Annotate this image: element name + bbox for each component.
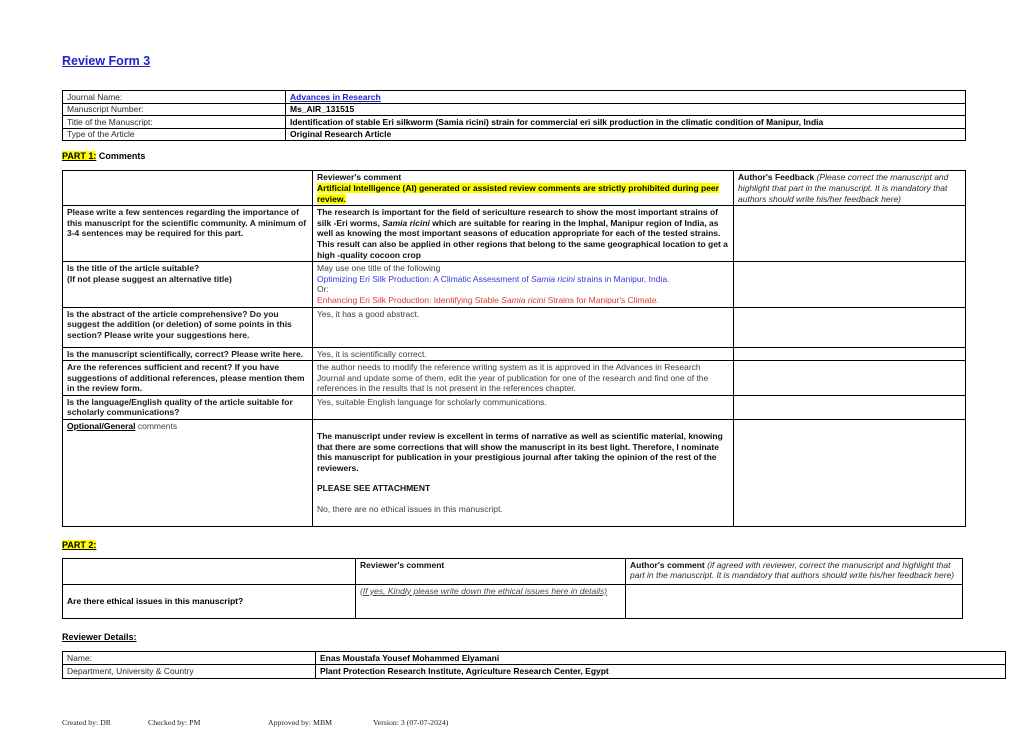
table-row xyxy=(63,307,966,347)
journal-name-label: Journal Name: xyxy=(63,91,286,104)
table-row xyxy=(63,103,966,116)
title-option-red xyxy=(317,295,729,306)
created-by: Created by: DR xyxy=(62,717,111,727)
ethical-issues-hint: (If yes, Kindly please write down the ethical issues here in details) xyxy=(360,585,608,596)
reviewer-details-table xyxy=(62,651,1006,679)
title-option-blue xyxy=(317,274,729,285)
ethical-issues-answer-cell xyxy=(356,584,626,618)
table-row xyxy=(63,262,966,307)
importance-answer xyxy=(313,206,734,262)
table-row xyxy=(63,361,966,396)
species-name: Samia ricini xyxy=(382,217,430,228)
title-question-line2: (If not please suggest an alternative title) xyxy=(67,273,232,284)
title-answer-intro: May use one title of the following xyxy=(317,263,441,274)
article-type-value: Original Research Article xyxy=(286,128,966,141)
optional-comments-question xyxy=(63,420,313,527)
page-title: Review Form 3 xyxy=(62,54,151,68)
table-row xyxy=(63,558,963,584)
general-comment-paragraph: The manuscript under review is excellent in terms of narrative as well as scientific material, knowing that there are some corrections that will show the manuscript in its best light. Therefore, I nominate this manuscript for publication in your prestigious journal after taking the opinion of the rest of the reviewers. xyxy=(317,431,723,473)
language-question: Is the language/English quality of the article suitable for scholarly communications? xyxy=(63,395,313,419)
reviewer-affiliation-value: Plant Protection Research Institute, Agriculture Research Center, Egypt xyxy=(316,665,1006,679)
table-row xyxy=(63,651,1006,665)
abstract-answer: Yes, it has a good abstract. xyxy=(313,307,734,347)
table-row xyxy=(63,116,966,129)
part2-ethics-table xyxy=(62,558,963,619)
table-row xyxy=(63,206,966,262)
title-option1-text: strains in Manipur, India. xyxy=(574,273,670,284)
journal-name-link[interactable]: Advances in Research xyxy=(290,91,381,102)
species-name: Samia ricini xyxy=(531,273,575,284)
or-label: Or: xyxy=(317,284,329,295)
table-row xyxy=(63,171,966,206)
author-feedback-note: (Please correct the manuscript and highlight that part in the manuscript. It is mandatory that authors should write his/her feedback here) xyxy=(738,172,949,204)
part1-comments-table xyxy=(62,170,966,526)
author-feedback-cell xyxy=(734,361,966,396)
scientific-question: Is the manuscript scientifically, correct? Please write here. xyxy=(63,347,313,361)
importance-answer-text: The research is important for the field of sericulture research to show the most important strains of silk -Eri worms, xyxy=(317,207,718,228)
importance-question: Please write a few sentences regarding the importance of this manuscript for the scientific community. A minimum of 3-4 sentences may be required for this part. xyxy=(63,206,313,262)
reviewer-details-heading: Reviewer Details: xyxy=(62,631,137,642)
title-question-line1: Is the title of the article suitable? xyxy=(67,263,200,274)
reviewer-comment-header-cell xyxy=(313,171,734,206)
abstract-question: Is the abstract of the article comprehensive? Do you suggest the addition (or deletion) of some points in this section? Please write your suggestions here. xyxy=(63,307,313,347)
table-row xyxy=(63,395,966,419)
article-type-label: Type of the Article xyxy=(63,128,286,141)
part1-label-suffix: Comments xyxy=(98,151,146,162)
table-row xyxy=(63,584,963,618)
title-suitable-answer xyxy=(313,262,734,307)
author-feedback-cell xyxy=(734,395,966,419)
reviewer-name-label: Name: xyxy=(63,651,316,665)
see-attachment-note: PLEASE SEE ATTACHMENT xyxy=(317,483,431,494)
importance-answer-text: which are suitable for rearing in the Imphal, Manipur region of India, as well as knowing the most important seasons of education appropriate for each of the tested strains. This result can also be applied in other regions that belong to the same geographical location to get a high -quality cocoon crop xyxy=(317,217,728,260)
references-question: Are the references sufficient and recent? If you have suggestions of additional references, please mention them in the review form. xyxy=(63,361,313,396)
empty-header-cell xyxy=(63,558,356,584)
author-comment-header: Author's comment xyxy=(630,559,705,570)
manuscript-number-label: Manuscript Number: xyxy=(63,103,286,116)
manuscript-title-label: Title of the Manuscript: xyxy=(63,116,286,129)
title-suitable-question xyxy=(63,262,313,307)
author-feedback-cell xyxy=(734,307,966,347)
part2-heading xyxy=(62,540,1024,550)
optional-comments-answer xyxy=(313,420,734,527)
table-row xyxy=(63,420,966,527)
checked-by: Checked by: PM xyxy=(148,717,201,727)
optional-label-suffix: comments xyxy=(135,421,178,432)
author-feedback-header: Author's Feedback xyxy=(738,172,815,183)
version-info: Version: 3 (07-07-2024) xyxy=(373,717,449,727)
empty-header-cell xyxy=(63,171,313,206)
manuscript-number-value: Ms_AIR_131515 xyxy=(286,103,966,116)
title-option2-text: Strains for Manipur's Climate. xyxy=(545,294,659,305)
references-answer: the author needs to modify the reference writing system as it is approved in the Advances in Research Journal and update some of them, edit the year of publication for one of the research and find one of the references in the results that is not present in the references chapter. xyxy=(313,361,734,396)
author-feedback-header-cell xyxy=(734,171,966,206)
table-row xyxy=(63,665,1006,679)
author-feedback-cell xyxy=(734,347,966,361)
reviewer-name-value: Enas Moustafa Yousef Mohammed Elyamani xyxy=(316,651,1006,665)
language-answer: Yes, suitable English language for scholarly communications. xyxy=(313,395,734,419)
part1-label: PART 1: xyxy=(62,151,97,162)
manuscript-info-table xyxy=(62,90,966,141)
no-ethical-issues-note: No, there are no ethical issues in this manuscript. xyxy=(317,504,503,515)
author-feedback-cell xyxy=(734,420,966,527)
author-feedback-cell xyxy=(734,206,966,262)
author-comment-header-cell xyxy=(626,558,963,584)
species-name: Samia ricini xyxy=(501,294,546,305)
table-row xyxy=(63,91,966,104)
scientific-answer: Yes, it is scientifically correct. xyxy=(313,347,734,361)
table-row xyxy=(63,128,966,141)
part1-heading xyxy=(62,151,1024,161)
part2-label: PART 2: xyxy=(62,539,97,550)
ethical-issues-question: Are there ethical issues in this manuscript? xyxy=(63,584,356,618)
reviewer-affiliation-label: Department, University & Country xyxy=(63,665,316,679)
author-comment-cell xyxy=(626,584,963,618)
author-feedback-cell xyxy=(734,262,966,307)
reviewer-comment-header: Reviewer's comment xyxy=(356,558,626,584)
optional-label: Optional/General xyxy=(67,421,136,432)
title-option1-text: Optimizing Eri Silk Production: A Climatic Assessment of xyxy=(317,273,531,284)
manuscript-title-value: Identification of stable Eri silkworm (Samia ricini) strain for commercial eri silk production in the climatic condition of Manipur, India xyxy=(286,116,966,129)
author-comment-note: (if agreed with reviewer, correct the manuscript and highlight that part in the manuscript. It is mandatory that authors should write his/her feedback here) xyxy=(630,559,955,581)
approved-by: Approved by: MBM xyxy=(268,717,333,727)
title-option2-text: Enhancing Eri Silk Production: Identifying Stable xyxy=(317,294,502,305)
reviewer-comment-header: Reviewer's comment xyxy=(317,172,402,183)
table-row xyxy=(63,347,966,361)
ai-prohibition-notice: Artificial Intelligence (AI) generated or assisted review comments are strictly prohibited during peer review. xyxy=(317,182,719,204)
